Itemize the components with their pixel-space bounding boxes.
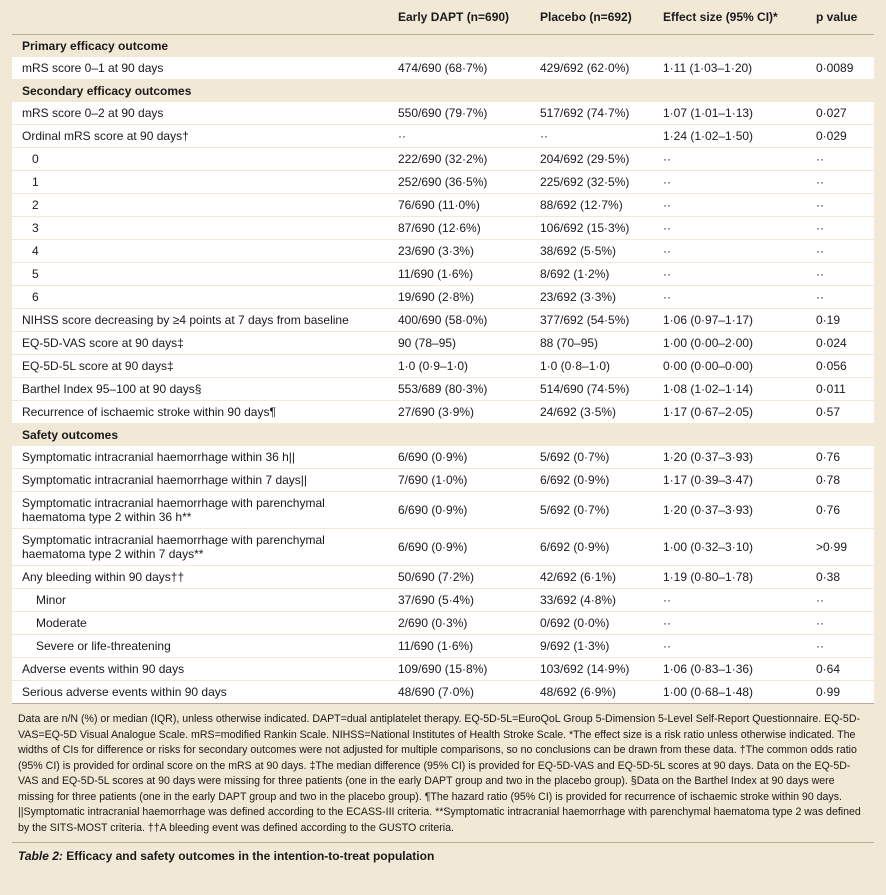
section-header-secondary bbox=[12, 80, 874, 103]
outcome-cell: Symptomatic intracranial haemorrhage with parenchymal haematoma type 2 within 36 h** bbox=[12, 492, 368, 529]
outcome-cell: 3 bbox=[12, 217, 368, 240]
table-row bbox=[12, 612, 874, 635]
p-value-cell: 0·19 bbox=[798, 309, 874, 332]
early-dapt-cell: 109/690 (15·8%) bbox=[368, 658, 518, 681]
p-value-cell: ·· bbox=[798, 194, 874, 217]
outcome-cell: 1 bbox=[12, 171, 368, 194]
early-dapt-cell: 48/690 (7·0%) bbox=[368, 681, 518, 704]
table-row bbox=[12, 378, 874, 401]
p-value-cell: 0·011 bbox=[798, 378, 874, 401]
effect-size-cell: 0·00 (0·00–0·00) bbox=[653, 355, 798, 378]
table-row bbox=[12, 57, 874, 80]
effect-size-cell: 1·00 (0·32–3·10) bbox=[653, 529, 798, 566]
p-value-cell: ·· bbox=[798, 612, 874, 635]
outcome-cell: 0 bbox=[12, 148, 368, 171]
early-dapt-cell: 400/690 (58·0%) bbox=[368, 309, 518, 332]
outcome-cell: Any bleeding within 90 days†† bbox=[12, 566, 368, 589]
table-row bbox=[12, 102, 874, 125]
placebo-cell: 8/692 (1·2%) bbox=[518, 263, 653, 286]
effect-size-cell: 1·17 (0·39–3·47) bbox=[653, 469, 798, 492]
effect-size-cell: ·· bbox=[653, 612, 798, 635]
placebo-cell: 429/692 (62·0%) bbox=[518, 57, 653, 80]
outcome-cell: Minor bbox=[12, 589, 368, 612]
outcome-cell: EQ-5D-5L score at 90 days‡ bbox=[12, 355, 368, 378]
outcomes-table bbox=[12, 0, 874, 704]
table-row bbox=[12, 263, 874, 286]
placebo-cell: 24/692 (3·5%) bbox=[518, 401, 653, 424]
early-dapt-cell: 474/690 (68·7%) bbox=[368, 57, 518, 80]
outcome-cell: Symptomatic intracranial haemorrhage within 36 h|| bbox=[12, 446, 368, 469]
p-value-cell: 0·64 bbox=[798, 658, 874, 681]
table-row bbox=[12, 529, 874, 566]
header-early-dapt: Early DAPT (n=690) bbox=[368, 0, 518, 35]
table-row bbox=[12, 286, 874, 309]
early-dapt-cell: 76/690 (11·0%) bbox=[368, 194, 518, 217]
effect-size-cell: ·· bbox=[653, 240, 798, 263]
effect-size-cell: ·· bbox=[653, 263, 798, 286]
early-dapt-cell: 6/690 (0·9%) bbox=[368, 529, 518, 566]
effect-size-cell: 1·06 (0·97–1·17) bbox=[653, 309, 798, 332]
outcome-cell: 2 bbox=[12, 194, 368, 217]
table-row bbox=[12, 171, 874, 194]
outcome-cell: 4 bbox=[12, 240, 368, 263]
header-outcome bbox=[12, 0, 368, 35]
placebo-cell: 0/692 (0·0%) bbox=[518, 612, 653, 635]
early-dapt-cell: 2/690 (0·3%) bbox=[368, 612, 518, 635]
placebo-cell: 106/692 (15·3%) bbox=[518, 217, 653, 240]
table-row bbox=[12, 148, 874, 171]
early-dapt-cell: 27/690 (3·9%) bbox=[368, 401, 518, 424]
effect-size-cell: 1·17 (0·67–2·05) bbox=[653, 401, 798, 424]
placebo-cell: 103/692 (14·9%) bbox=[518, 658, 653, 681]
effect-size-cell: ·· bbox=[653, 589, 798, 612]
outcome-cell: 6 bbox=[12, 286, 368, 309]
effect-size-cell: 1·20 (0·37–3·93) bbox=[653, 492, 798, 529]
header-effect-size: Effect size (95% CI)* bbox=[653, 0, 798, 35]
placebo-cell: 88 (70–95) bbox=[518, 332, 653, 355]
placebo-cell: 88/692 (12·7%) bbox=[518, 194, 653, 217]
table-row bbox=[12, 194, 874, 217]
table-row bbox=[12, 446, 874, 469]
table-footnote: Data are n/N (%) or median (IQR), unless otherwise indicated. DAPT=dual antiplatelet therapy. EQ-5D-5L=EuroQoL Group 5-Dimension 5-Level Self-Report Questionnaire. EQ-5D-VAS=EQ-5D Visual Analogue Scale. mRS=modified Rankin Scale. NIHSS=National Institutes of Health Stroke Scale. *The effect size is a risk ratio unless otherwise indicated. The widths of CIs for difference or risks for secondary outcomes were not adjusted for multiple comparisons, so no conclusions can be drawn from these data. †The common odds ratio (95% CI) is provided for ordinal score on the mRS at 90 days. ‡The median difference (95% CI) is provided for EQ-5D-VAS and EQ-5D-5L scores at 90 days. Data on the EQ-5D-VAS and EQ-5D-5L scores at 90 days were missing for three patients (one in the early DAPT group and two in the placebo group). §Data on the Barthel Index at 90 days were missing for three patients (one in the early DAPT group and two in the placebo group). ¶The hazard ratio (95% CI) is provided for recurrence of ischaemic stroke within 90 days. ||Symptomatic intracranial haemorrhage was defined according to the ECASS-III criteria. **Symptomatic intracranial haemorrhage with parenchymal haematoma type 2 was defined by the SITS-MOST criteria. ††A bleeding event was defined according to the GUSTO criteria. bbox=[12, 704, 874, 843]
early-dapt-cell: 6/690 (0·9%) bbox=[368, 446, 518, 469]
p-value-cell: 0·57 bbox=[798, 401, 874, 424]
placebo-cell: 33/692 (4·8%) bbox=[518, 589, 653, 612]
outcome-cell: Recurrence of ischaemic stroke within 90 days¶ bbox=[12, 401, 368, 424]
placebo-cell: 42/692 (6·1%) bbox=[518, 566, 653, 589]
p-value-cell: 0·99 bbox=[798, 681, 874, 704]
table-row bbox=[12, 469, 874, 492]
p-value-cell: 0·78 bbox=[798, 469, 874, 492]
section-title: Primary efficacy outcome bbox=[22, 39, 169, 53]
table-row bbox=[12, 332, 874, 355]
table-row bbox=[12, 309, 874, 332]
effect-size-cell: 1·20 (0·37–3·93) bbox=[653, 446, 798, 469]
early-dapt-cell: 550/690 (79·7%) bbox=[368, 102, 518, 125]
effect-size-cell: 1·24 (1·02–1·50) bbox=[653, 125, 798, 148]
table-row bbox=[12, 240, 874, 263]
p-value-cell: >0·99 bbox=[798, 529, 874, 566]
placebo-cell: 225/692 (32·5%) bbox=[518, 171, 653, 194]
outcome-cell: Ordinal mRS score at 90 days† bbox=[12, 125, 368, 148]
p-value-cell: ·· bbox=[798, 589, 874, 612]
early-dapt-cell: 37/690 (5·4%) bbox=[368, 589, 518, 612]
table-row bbox=[12, 401, 874, 424]
placebo-cell: 6/692 (0·9%) bbox=[518, 529, 653, 566]
placebo-cell: 5/692 (0·7%) bbox=[518, 446, 653, 469]
effect-size-cell: 1·00 (0·00–2·00) bbox=[653, 332, 798, 355]
effect-size-cell: 1·07 (1·01–1·13) bbox=[653, 102, 798, 125]
section-header-primary bbox=[12, 35, 874, 58]
placebo-cell: 48/692 (6·9%) bbox=[518, 681, 653, 704]
header-placebo: Placebo (n=692) bbox=[518, 0, 653, 35]
table-row bbox=[12, 566, 874, 589]
p-value-cell: ·· bbox=[798, 240, 874, 263]
table-header bbox=[12, 0, 874, 35]
table-row bbox=[12, 125, 874, 148]
p-value-cell: 0·029 bbox=[798, 125, 874, 148]
placebo-cell: 38/692 (5·5%) bbox=[518, 240, 653, 263]
p-value-cell: 0·027 bbox=[798, 102, 874, 125]
early-dapt-cell: 7/690 (1·0%) bbox=[368, 469, 518, 492]
effect-size-cell: 1·06 (0·83–1·36) bbox=[653, 658, 798, 681]
placebo-cell: 514/690 (74·5%) bbox=[518, 378, 653, 401]
early-dapt-cell: 252/690 (36·5%) bbox=[368, 171, 518, 194]
effect-size-cell: ·· bbox=[653, 171, 798, 194]
p-value-cell: ·· bbox=[798, 635, 874, 658]
placebo-cell: 6/692 (0·9%) bbox=[518, 469, 653, 492]
table-row bbox=[12, 589, 874, 612]
caption-label: Table 2: bbox=[18, 849, 63, 863]
p-value-cell: ·· bbox=[798, 171, 874, 194]
placebo-cell: 9/692 (1·3%) bbox=[518, 635, 653, 658]
p-value-cell: ·· bbox=[798, 148, 874, 171]
early-dapt-cell: 222/690 (32·2%) bbox=[368, 148, 518, 171]
placebo-cell: 5/692 (0·7%) bbox=[518, 492, 653, 529]
table-body bbox=[12, 35, 874, 704]
p-value-cell: 0·0089 bbox=[798, 57, 874, 80]
outcome-cell: mRS score 0–1 at 90 days bbox=[12, 57, 368, 80]
outcome-cell: mRS score 0–2 at 90 days bbox=[12, 102, 368, 125]
outcome-cell: Adverse events within 90 days bbox=[12, 658, 368, 681]
effect-size-cell: ·· bbox=[653, 635, 798, 658]
placebo-cell: 23/692 (3·3%) bbox=[518, 286, 653, 309]
placebo-cell: ·· bbox=[518, 125, 653, 148]
outcome-cell: Serious adverse events within 90 days bbox=[12, 681, 368, 704]
outcome-cell: NIHSS score decreasing by ≥4 points at 7 days from baseline bbox=[12, 309, 368, 332]
p-value-cell: 0·76 bbox=[798, 446, 874, 469]
p-value-cell: ·· bbox=[798, 263, 874, 286]
outcome-cell: 5 bbox=[12, 263, 368, 286]
outcome-cell: Barthel Index 95–100 at 90 days§ bbox=[12, 378, 368, 401]
early-dapt-cell: 19/690 (2·8%) bbox=[368, 286, 518, 309]
placebo-cell: 517/692 (74·7%) bbox=[518, 102, 653, 125]
early-dapt-cell: 1·0 (0·9–1·0) bbox=[368, 355, 518, 378]
early-dapt-cell: 11/690 (1·6%) bbox=[368, 635, 518, 658]
effect-size-cell: ·· bbox=[653, 148, 798, 171]
table-row bbox=[12, 635, 874, 658]
effect-size-cell: ·· bbox=[653, 194, 798, 217]
outcome-cell: Symptomatic intracranial haemorrhage with parenchymal haematoma type 2 within 7 days** bbox=[12, 529, 368, 566]
p-value-cell: ·· bbox=[798, 286, 874, 309]
p-value-cell: 0·024 bbox=[798, 332, 874, 355]
p-value-cell: 0·056 bbox=[798, 355, 874, 378]
section-header-safety bbox=[12, 424, 874, 447]
outcome-cell: Symptomatic intracranial haemorrhage within 7 days|| bbox=[12, 469, 368, 492]
table-row bbox=[12, 658, 874, 681]
section-title: Safety outcomes bbox=[22, 428, 119, 442]
outcome-cell: Severe or life-threatening bbox=[12, 635, 368, 658]
effect-size-cell: ·· bbox=[653, 217, 798, 240]
early-dapt-cell: 553/689 (80·3%) bbox=[368, 378, 518, 401]
placebo-cell: 377/692 (54·5%) bbox=[518, 309, 653, 332]
p-value-cell: ·· bbox=[798, 217, 874, 240]
effect-size-cell: 1·00 (0·68–1·48) bbox=[653, 681, 798, 704]
early-dapt-cell: 87/690 (12·6%) bbox=[368, 217, 518, 240]
section-title: Secondary efficacy outcomes bbox=[22, 84, 192, 98]
early-dapt-cell: 23/690 (3·3%) bbox=[368, 240, 518, 263]
effect-size-cell: ·· bbox=[653, 286, 798, 309]
p-value-cell: 0·76 bbox=[798, 492, 874, 529]
table-row bbox=[12, 681, 874, 704]
effect-size-cell: 1·19 (0·80–1·78) bbox=[653, 566, 798, 589]
early-dapt-cell: 6/690 (0·9%) bbox=[368, 492, 518, 529]
early-dapt-cell: 90 (78–95) bbox=[368, 332, 518, 355]
p-value-cell: 0·38 bbox=[798, 566, 874, 589]
early-dapt-cell: ·· bbox=[368, 125, 518, 148]
table-row bbox=[12, 217, 874, 240]
effect-size-cell: 1·08 (1·02–1·14) bbox=[653, 378, 798, 401]
table-row bbox=[12, 492, 874, 529]
table-row bbox=[12, 355, 874, 378]
placebo-cell: 1·0 (0·8–1·0) bbox=[518, 355, 653, 378]
early-dapt-cell: 11/690 (1·6%) bbox=[368, 263, 518, 286]
header-p-value: p value bbox=[798, 0, 874, 35]
placebo-cell: 204/692 (29·5%) bbox=[518, 148, 653, 171]
table-caption bbox=[12, 843, 874, 863]
outcome-cell: EQ-5D-VAS score at 90 days‡ bbox=[12, 332, 368, 355]
caption-title: Efficacy and safety outcomes in the intention-to-treat population bbox=[66, 849, 435, 863]
effect-size-cell: 1·11 (1·03–1·20) bbox=[653, 57, 798, 80]
outcome-cell: Moderate bbox=[12, 612, 368, 635]
early-dapt-cell: 50/690 (7·2%) bbox=[368, 566, 518, 589]
